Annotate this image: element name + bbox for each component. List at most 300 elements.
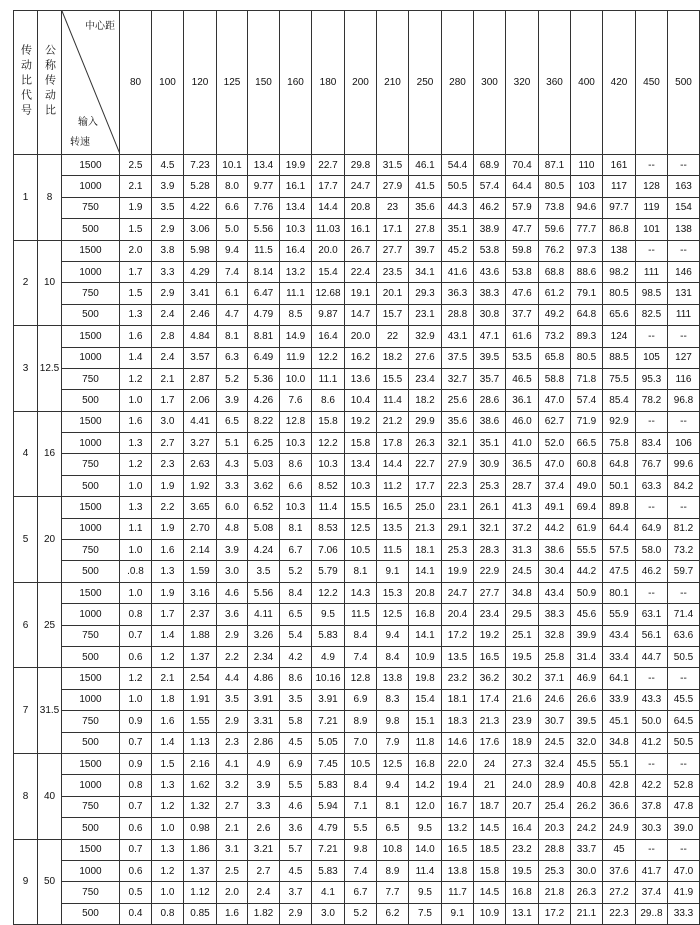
power-value-cell: 10.5 (345, 540, 377, 561)
input-speed-cell: 1000 (62, 775, 120, 796)
power-value-cell: 6.49 (248, 347, 280, 368)
nominal-ratio-cell: 25 (38, 582, 62, 668)
power-value-cell: 25.3 (539, 860, 571, 881)
power-value-cell: 8.9 (377, 860, 409, 881)
power-value-cell: 88.5 (603, 347, 636, 368)
input-speed-cell: 1500 (62, 326, 120, 347)
ratio-code-cell: 1 (14, 155, 38, 241)
corner-header (62, 11, 120, 155)
power-value-cell: 5.05 (312, 732, 345, 753)
power-value-cell: 39.7 (409, 240, 442, 261)
power-value-cell: 1.8 (152, 689, 184, 710)
power-value-cell: 3.21 (248, 839, 280, 860)
power-value-cell: 44.2 (539, 518, 571, 539)
power-value-cell: 50.5 (668, 732, 700, 753)
power-value-cell: 86.8 (603, 219, 636, 240)
power-value-cell: 9.1 (442, 903, 474, 924)
power-value-cell: 27.7 (377, 240, 409, 261)
power-value-cell: 127 (668, 347, 700, 368)
power-value-cell: 34.1 (409, 261, 442, 282)
input-speed-cell: 1000 (62, 261, 120, 282)
power-value-cell: 7.0 (345, 732, 377, 753)
power-value-cell: 12.2 (312, 433, 345, 454)
power-value-cell: 14.1 (409, 625, 442, 646)
power-value-cell: 98.2 (603, 261, 636, 282)
power-value-cell: 76.2 (539, 240, 571, 261)
input-speed-cell: 1500 (62, 240, 120, 261)
power-value-cell: 26.6 (571, 689, 603, 710)
power-value-cell: 5.83 (312, 860, 345, 881)
power-value-cell: 1.6 (120, 411, 152, 432)
power-value-cell: 41.9 (668, 882, 700, 903)
input-speed-cell: 1500 (62, 753, 120, 774)
power-value-cell: 103 (571, 176, 603, 197)
power-value-cell: 37.2 (506, 518, 539, 539)
power-value-cell: 4.5 (152, 155, 184, 176)
power-value-cell: 1.5 (120, 283, 152, 304)
power-value-cell: -- (636, 497, 668, 518)
center-distance-label: 中心距 (85, 21, 115, 32)
center-distance-420: 420 (603, 11, 636, 155)
power-value-cell: 17.2 (442, 625, 474, 646)
power-value-cell: 2.54 (184, 668, 217, 689)
power-value-cell: 3.9 (152, 176, 184, 197)
power-value-cell: 101 (636, 219, 668, 240)
power-value-cell: 1.59 (184, 561, 217, 582)
power-value-cell: 13.1 (506, 903, 539, 924)
power-value-cell: 1.9 (152, 518, 184, 539)
power-value-cell: 45.5 (668, 689, 700, 710)
power-value-cell: 1.86 (184, 839, 217, 860)
power-value-cell: 17.2 (539, 903, 571, 924)
power-value-cell: 71.8 (571, 368, 603, 389)
power-value-cell: 25.8 (539, 646, 571, 667)
power-value-cell: 28.7 (506, 475, 539, 496)
power-value-cell: 1.4 (152, 625, 184, 646)
power-value-cell: 9.87 (312, 304, 345, 325)
power-value-cell: 10.8 (377, 839, 409, 860)
power-value-cell: 5.28 (184, 176, 217, 197)
power-value-cell: 30.3 (636, 818, 668, 839)
power-value-cell: 1.7 (152, 604, 184, 625)
power-value-cell: 19.5 (506, 646, 539, 667)
power-value-cell: -- (668, 753, 700, 774)
power-value-cell: 47.6 (506, 283, 539, 304)
power-value-cell: 21.6 (506, 689, 539, 710)
power-value-cell: 15.4 (312, 261, 345, 282)
power-value-cell: 23 (377, 197, 409, 218)
power-value-cell: 2.5 (217, 860, 248, 881)
power-value-cell: 1.91 (184, 689, 217, 710)
power-value-cell: 18.9 (506, 732, 539, 753)
power-value-cell: 46.2 (636, 561, 668, 582)
table-row (14, 411, 700, 432)
input-speed-cell: 1500 (62, 497, 120, 518)
power-value-cell: 8.1 (217, 326, 248, 347)
power-value-cell: 2.46 (184, 304, 217, 325)
power-value-cell: 13.8 (377, 668, 409, 689)
power-value-cell: 47.1 (474, 326, 506, 347)
power-value-cell: 19.4 (442, 775, 474, 796)
power-value-cell: 47.0 (539, 390, 571, 411)
input-speed-cell: 1000 (62, 860, 120, 881)
nominal-ratio-cell: 50 (38, 839, 62, 925)
power-value-cell: 15.8 (345, 433, 377, 454)
ratio-code-cell: 2 (14, 240, 38, 326)
power-value-cell: 1.6 (152, 711, 184, 732)
power-value-cell: -- (668, 155, 700, 176)
power-value-cell: 0.7 (120, 839, 152, 860)
power-value-cell: 30.4 (539, 561, 571, 582)
power-value-cell: 24.7 (345, 176, 377, 197)
power-value-cell: 35.6 (409, 197, 442, 218)
power-value-cell: 41.2 (636, 732, 668, 753)
power-value-cell: 61.9 (571, 518, 603, 539)
power-value-cell: 61.6 (506, 326, 539, 347)
power-value-cell: 29.5 (506, 604, 539, 625)
power-value-cell: 2.0 (120, 240, 152, 261)
power-value-cell: 11.5 (377, 540, 409, 561)
table-row (14, 625, 700, 646)
power-value-cell: 16.4 (312, 326, 345, 347)
power-value-cell: 8.3 (377, 689, 409, 710)
power-value-cell: 18.3 (442, 711, 474, 732)
power-value-cell: 38.6 (539, 540, 571, 561)
power-value-cell: 12.8 (280, 411, 312, 432)
power-value-cell: 12.5 (377, 604, 409, 625)
power-value-cell: 18.1 (409, 540, 442, 561)
power-value-cell: 8.14 (248, 261, 280, 282)
power-value-cell: 38.3 (474, 283, 506, 304)
power-value-cell: 6.9 (345, 689, 377, 710)
power-value-cell: 16.5 (442, 839, 474, 860)
power-value-cell: 10.3 (280, 433, 312, 454)
power-value-cell: 2.7 (152, 433, 184, 454)
center-distance-120: 120 (184, 11, 217, 155)
power-value-cell: 52.8 (668, 775, 700, 796)
input-speed-cell: 750 (62, 197, 120, 218)
power-value-cell: 20.4 (442, 604, 474, 625)
power-value-cell: 45.2 (442, 240, 474, 261)
power-value-cell: 19.8 (409, 668, 442, 689)
power-value-cell: 30.0 (571, 860, 603, 881)
power-value-cell: 17.8 (377, 433, 409, 454)
power-value-cell: 7.76 (248, 197, 280, 218)
power-value-cell: 39.9 (571, 625, 603, 646)
power-value-cell: 61.2 (539, 283, 571, 304)
power-value-cell: 8.52 (312, 475, 345, 496)
power-value-cell: 28.9 (539, 775, 571, 796)
power-value-cell: 29.9 (409, 411, 442, 432)
power-value-cell: 13.4 (248, 155, 280, 176)
power-value-cell: 13.2 (280, 261, 312, 282)
power-value-cell: 37.4 (636, 882, 668, 903)
power-value-cell: 45.5 (571, 753, 603, 774)
table-row (14, 368, 700, 389)
power-value-cell: 14.6 (442, 732, 474, 753)
power-value-cell: 3.5 (152, 197, 184, 218)
power-value-cell: 1.3 (120, 304, 152, 325)
table-row (14, 711, 700, 732)
power-value-cell: 64.4 (603, 518, 636, 539)
power-value-cell: 63.1 (636, 604, 668, 625)
power-value-cell: 154 (668, 197, 700, 218)
power-value-cell: 80.5 (539, 176, 571, 197)
power-value-cell: 80.5 (571, 347, 603, 368)
power-value-cell: 4.41 (184, 411, 217, 432)
power-value-cell: 14.7 (345, 304, 377, 325)
power-value-cell: 39.5 (571, 711, 603, 732)
input-speed-cell: 1000 (62, 433, 120, 454)
power-value-cell: 6.3 (217, 347, 248, 368)
power-value-cell: 34.8 (506, 582, 539, 603)
power-value-cell: 14.9 (280, 326, 312, 347)
power-value-cell: 27.7 (474, 582, 506, 603)
power-value-cell: 6.6 (217, 197, 248, 218)
power-value-cell: 3.57 (184, 347, 217, 368)
power-value-cell: 19.9 (442, 561, 474, 582)
power-value-cell: -- (668, 839, 700, 860)
power-value-cell: 18.2 (409, 390, 442, 411)
power-value-cell: 11.03 (312, 219, 345, 240)
power-value-cell: 2.1 (152, 668, 184, 689)
input-speed-cell: 1000 (62, 347, 120, 368)
center-distance-180: 180 (312, 11, 345, 155)
power-value-cell: 6.7 (280, 540, 312, 561)
power-value-cell: 8.4 (377, 646, 409, 667)
power-value-cell: -- (668, 326, 700, 347)
power-value-cell: 27.3 (506, 753, 539, 774)
power-value-cell: 14.3 (345, 582, 377, 603)
power-value-cell: 22.4 (345, 261, 377, 282)
power-value-cell: 3.91 (248, 689, 280, 710)
ratio-code-cell: 6 (14, 582, 38, 668)
power-value-cell: 1.37 (184, 860, 217, 881)
nominal-ratio-header (38, 11, 62, 155)
power-value-cell: 5.56 (248, 219, 280, 240)
table-row (14, 197, 700, 218)
power-value-cell: 8.4 (280, 582, 312, 603)
input-speed-cell: 750 (62, 368, 120, 389)
power-value-cell: 5.79 (312, 561, 345, 582)
power-value-cell: 1.0 (120, 390, 152, 411)
power-value-cell: -- (636, 582, 668, 603)
power-value-cell: 5.56 (248, 582, 280, 603)
power-value-cell: 57.4 (571, 390, 603, 411)
power-value-cell: 27.9 (377, 176, 409, 197)
power-value-cell: 53.5 (506, 347, 539, 368)
power-value-cell: 4.26 (248, 390, 280, 411)
power-value-cell: 50.5 (442, 176, 474, 197)
table-row (14, 561, 700, 582)
power-value-cell: 31.4 (571, 646, 603, 667)
power-value-cell: 12.5 (377, 753, 409, 774)
power-value-cell: 4.9 (248, 753, 280, 774)
power-value-cell: 69.4 (571, 497, 603, 518)
power-value-cell: 7.4 (345, 860, 377, 881)
power-value-cell: 47.8 (668, 796, 700, 817)
input-label: 输入 (78, 117, 98, 128)
power-value-cell: 11.4 (312, 497, 345, 518)
power-value-cell: 14.4 (312, 197, 345, 218)
power-value-cell: 75.8 (603, 433, 636, 454)
power-value-cell: 1.0 (152, 882, 184, 903)
power-value-cell: 24.0 (506, 775, 539, 796)
power-value-cell: 21.3 (474, 711, 506, 732)
power-value-cell: 4.79 (312, 818, 345, 839)
power-value-cell: 46.5 (506, 368, 539, 389)
power-value-cell: 16.5 (474, 646, 506, 667)
power-value-cell: 1.9 (152, 582, 184, 603)
power-value-cell: 32.1 (442, 433, 474, 454)
power-value-cell: 3.31 (248, 711, 280, 732)
power-value-cell: 59.7 (668, 561, 700, 582)
power-value-cell: 8.4 (345, 775, 377, 796)
power-value-cell: 47.0 (668, 860, 700, 881)
power-value-cell: 49.0 (571, 475, 603, 496)
power-value-cell: 11.5 (345, 604, 377, 625)
ratio-code-cell: 3 (14, 326, 38, 412)
power-value-cell: 99.6 (668, 454, 700, 475)
power-value-cell: 22.0 (442, 753, 474, 774)
power-value-cell: 73.2 (539, 326, 571, 347)
power-value-cell: 4.6 (280, 796, 312, 817)
input-speed-cell: 500 (62, 390, 120, 411)
table-row (14, 497, 700, 518)
power-value-cell: 32.1 (474, 518, 506, 539)
power-value-cell: 119 (636, 197, 668, 218)
power-value-cell: 2.9 (152, 219, 184, 240)
nominal-ratio-cell: 12.5 (38, 326, 62, 412)
power-value-cell: 15.3 (377, 582, 409, 603)
power-value-cell: 5.7 (280, 839, 312, 860)
table-row (14, 283, 700, 304)
power-value-cell: 4.6 (217, 582, 248, 603)
power-value-cell: 57.4 (474, 176, 506, 197)
power-value-cell: 8.1 (280, 518, 312, 539)
center-distance-200: 200 (345, 11, 377, 155)
power-value-cell: 2.34 (248, 646, 280, 667)
power-value-cell: 13.5 (442, 646, 474, 667)
power-value-cell: 6.5 (280, 604, 312, 625)
power-value-cell: 2.4 (152, 347, 184, 368)
power-value-cell: 2.1 (152, 368, 184, 389)
power-value-cell: 4.9 (312, 646, 345, 667)
power-value-cell: 37.5 (442, 347, 474, 368)
power-value-cell: 13.6 (345, 368, 377, 389)
power-value-cell: 9.8 (345, 839, 377, 860)
power-value-cell: 19.2 (474, 625, 506, 646)
power-value-cell: 10.1 (217, 155, 248, 176)
table-row (14, 540, 700, 561)
input-speed-cell: 500 (62, 903, 120, 924)
power-value-cell: 12.68 (312, 283, 345, 304)
power-value-cell: 1.2 (120, 368, 152, 389)
power-value-cell: 1.2 (152, 860, 184, 881)
power-value-cell: 6.5 (217, 411, 248, 432)
table-row (14, 582, 700, 603)
power-value-cell: 1.3 (120, 433, 152, 454)
power-value-cell: 1.3 (152, 561, 184, 582)
power-value-cell: 41.6 (442, 261, 474, 282)
power-value-cell: -- (668, 411, 700, 432)
power-value-cell: 1.4 (152, 732, 184, 753)
table-row (14, 454, 700, 475)
table-row (14, 818, 700, 839)
power-value-cell: 1.6 (152, 540, 184, 561)
power-value-cell: 1.62 (184, 775, 217, 796)
power-value-cell: 35.1 (442, 219, 474, 240)
power-value-cell: 1.13 (184, 732, 217, 753)
table-row (14, 475, 700, 496)
power-value-cell: 35.6 (442, 411, 474, 432)
power-value-cell: 105 (636, 347, 668, 368)
power-value-cell: 7.4 (345, 646, 377, 667)
input-speed-cell: 1500 (62, 411, 120, 432)
power-value-cell: 54.4 (442, 155, 474, 176)
power-value-cell: 138 (668, 219, 700, 240)
power-value-cell: 10.5 (345, 753, 377, 774)
power-value-cell: 2.9 (280, 903, 312, 924)
power-value-cell: 42.8 (603, 775, 636, 796)
power-value-cell: 3.7 (280, 882, 312, 903)
power-value-cell: 16.5 (377, 497, 409, 518)
power-value-cell: 6.1 (217, 283, 248, 304)
power-value-cell: 36.3 (442, 283, 474, 304)
power-value-cell: 14.1 (409, 561, 442, 582)
power-value-cell: 5.08 (248, 518, 280, 539)
power-value-cell: 2.37 (184, 604, 217, 625)
power-value-cell: 11.1 (280, 283, 312, 304)
power-value-cell: 23.4 (474, 604, 506, 625)
power-value-cell: 22.3 (603, 903, 636, 924)
power-value-cell: 8.81 (248, 326, 280, 347)
center-distance-280: 280 (442, 11, 474, 155)
input-speed-cell: 750 (62, 882, 120, 903)
power-value-cell: 10.9 (474, 903, 506, 924)
power-value-cell: 21.3 (409, 518, 442, 539)
power-value-cell: 12.5 (345, 518, 377, 539)
power-value-cell: 5.5 (345, 818, 377, 839)
center-distance-100: 100 (152, 11, 184, 155)
power-value-cell: 2.5 (120, 155, 152, 176)
power-value-cell: 68.8 (539, 261, 571, 282)
power-value-cell: 55.5 (571, 540, 603, 561)
power-value-cell: 71.9 (571, 411, 603, 432)
power-value-cell: 17.4 (474, 689, 506, 710)
table-row (14, 326, 700, 347)
power-value-cell: 8.53 (312, 518, 345, 539)
power-value-cell: 50.9 (571, 582, 603, 603)
power-value-cell: 2.7 (217, 796, 248, 817)
power-value-cell: 41.3 (506, 497, 539, 518)
power-value-cell: 5.1 (217, 433, 248, 454)
power-value-cell: 2.16 (184, 753, 217, 774)
power-value-cell: 1.2 (120, 668, 152, 689)
input-speed-cell: 750 (62, 283, 120, 304)
input-speed-cell: 1000 (62, 176, 120, 197)
power-value-cell: 73.8 (539, 197, 571, 218)
power-value-cell: 10.3 (345, 475, 377, 496)
power-value-cell: 1.5 (120, 219, 152, 240)
power-value-cell: 25.4 (539, 796, 571, 817)
power-value-cell: 1.5 (152, 753, 184, 774)
power-value-cell: 4.84 (184, 326, 217, 347)
power-value-cell: 55.9 (603, 604, 636, 625)
power-value-cell: 3.3 (248, 796, 280, 817)
power-value-cell: 17.7 (312, 176, 345, 197)
power-value-cell: 131 (668, 283, 700, 304)
